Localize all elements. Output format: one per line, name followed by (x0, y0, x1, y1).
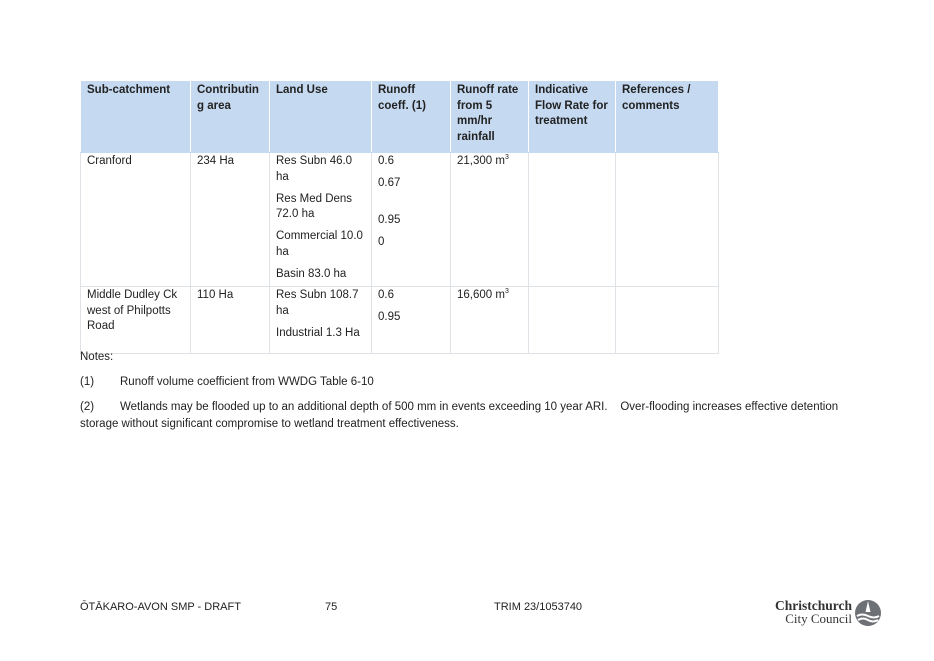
coeff-item: 0.6 (378, 289, 394, 301)
cell-coeff (372, 153, 451, 287)
cell-runoff-rate (451, 153, 529, 287)
coeff-item: 0.6 (378, 155, 394, 167)
note-number: (1) (80, 376, 95, 388)
land-use-item: Res Subn 46.0 ha (276, 155, 353, 183)
note-item (80, 374, 840, 391)
note-text: Runoff volume coefficient from WWDG Table 6-10 (120, 376, 374, 388)
land-use-item: Industrial 1.3 Ha (276, 326, 360, 339)
cell-runoff-rate (451, 287, 529, 354)
land-use-item: Commercial 10.0 ha (276, 230, 363, 258)
land-use-item: Res Med Dens 72.0 ha (276, 192, 353, 220)
cell-area: 234 Ha (191, 153, 270, 287)
cell-flow-rate (529, 287, 616, 354)
header-runoff-coeff: Runoff coeff. (1) (372, 81, 451, 153)
runoff-unit-superscript: 3 (504, 154, 509, 162)
cell-area: 110 Ha (191, 287, 270, 354)
catchment-table (80, 80, 719, 354)
header-indicative-flow-rate: Indicative Flow Rate for treatment (529, 81, 616, 153)
table-row (81, 153, 719, 287)
header-references: References / comments (616, 81, 719, 153)
logo-line-1: Christchurch (774, 598, 852, 613)
footer-page-number: 75 (325, 601, 338, 613)
notes-title: Notes: (80, 351, 114, 363)
cell-sub-catchment: Cranford (81, 153, 191, 287)
footer-trim: TRIM 23/1053740 (494, 601, 583, 613)
cell-references (616, 153, 719, 287)
note-number: (2) (80, 401, 95, 413)
header-sub-catchment: Sub-catchment (81, 81, 191, 153)
land-use-item: Basin 83.0 ha (276, 267, 347, 280)
table-header-row (81, 81, 719, 153)
coeff-item: 0 (378, 235, 385, 248)
notes-section (80, 349, 840, 441)
cathedral-logo-icon (854, 599, 882, 627)
cell-land-use (270, 153, 372, 287)
land-use-item: Res Subn 108.7 ha (276, 289, 359, 317)
runoff-value: 16,600 m (457, 289, 505, 301)
header-contributing-area: Contributing area (191, 81, 270, 153)
cell-flow-rate (529, 153, 616, 287)
cell-coeff (372, 287, 451, 354)
footer-doc-title: ŌTĀKARO-AVON SMP - DRAFT (80, 601, 241, 613)
coeff-item: 0.95 (378, 310, 401, 323)
runoff-value: 21,300 m (457, 155, 505, 167)
note-text: Wetlands may be flooded up to an additional depth of 500 mm in events exceeding 10 year ARI. Over-flooding increases effective detention storage without significant compromise to wetland treatment effectiveness. (80, 401, 842, 430)
logo-line-2: City Council (785, 611, 852, 626)
coeff-item: 0.95 (378, 214, 401, 226)
cell-references (616, 287, 719, 354)
coeff-item: 0.67 (378, 176, 401, 189)
header-runoff-rate: Runoff rate from 5 mm/hr rainfall (451, 81, 529, 153)
table-row (81, 287, 719, 354)
council-logo (768, 599, 884, 627)
cell-sub-catchment: Middle Dudley Ck west of Philpotts Road (81, 287, 191, 354)
runoff-unit-superscript: 3 (504, 288, 509, 296)
header-land-use: Land Use (270, 81, 372, 153)
cell-land-use (270, 287, 372, 354)
note-item (80, 399, 840, 433)
